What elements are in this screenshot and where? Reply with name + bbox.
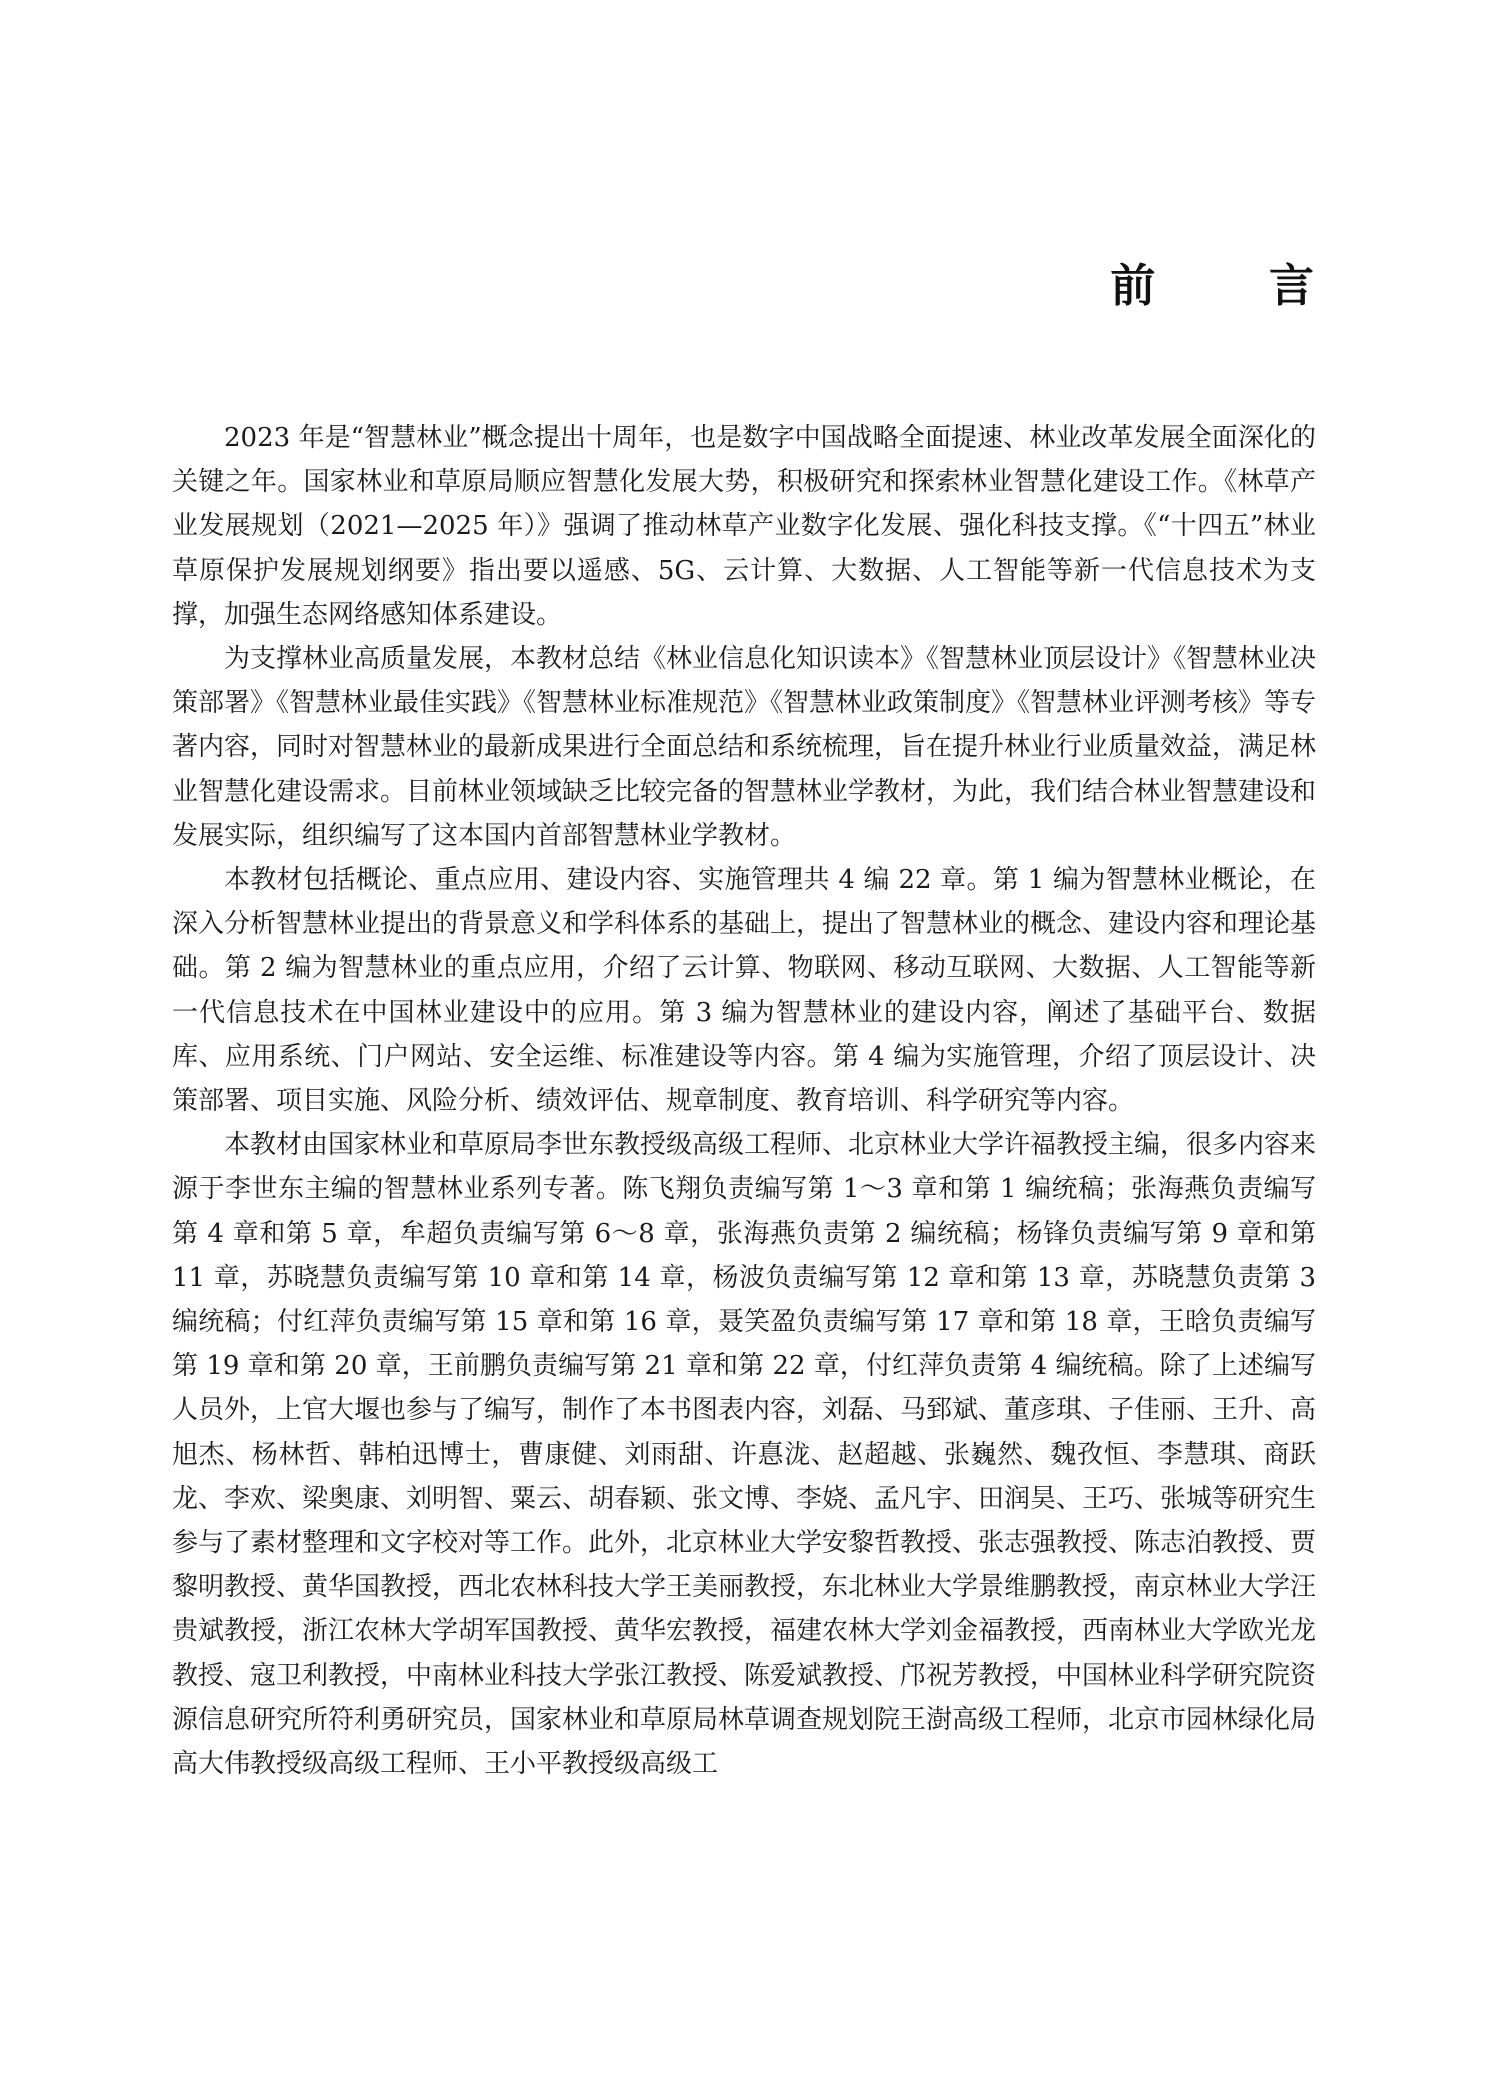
paragraph-4: 本教材由国家林业和草原局李世东教授级高级工程师、北京林业大学许福教授主编，很多内容来源于李世东主编的智慧林业系列专著。陈飞翔负责编写第 1～3 章和第 1 编统稿；张海燕负责编写第 4 章和第 5 章，牟超负责编写第 6～8 章，张海燕负责第 2 编统稿；杨锋负责编写第 9 章和第 11 章，苏晓慧负责编写第 10 章和第 14 章，杨波负责编写第 12 章和第 13 章，苏晓慧负责第 3 编统稿；付红萍负责编写第 15 章和第 16 章，聂笑盈负责编写第 17 章和第 18 章，王晗负责编写第 19 章和第 20 章，王前鹏负责编写第 21 章和第 22 章，付红萍负责第 4 编统稿。除了上述编写人员外，上官大堰也参与了编写，制作了本书图表内容，刘磊、马郅斌、董彦琪、子佳丽、王升、高旭杰、杨林哲、韩柏迅博士，曹康健、刘雨甜、许惪泷、赵超越、张巍然、魏孜恒、李慧琪、商跃龙、李欢、梁奥康、刘明智、粟云、胡春颖、张文博、李娆、孟凡宇、田润昊、王巧、张城等研究生参与了素材整理和文字校对等工作。此外，北京林业大学安黎哲教授、张志强教授、陈志泊教授、贾黎明教授、黄华国教授，西北农林科技大学王美丽教授，东北林业大学景维鹏教授，南京林业大学汪贵斌教授，浙江农林大学胡军国教授、黄华宏教授，福建农林大学刘金福教授，西南林业大学欧光龙教授、寇卫利教授，中南林业科技大学张江教授、陈爱斌教授、邝祝芳教授，中国林业科学研究院资源信息研究所符利勇研究员，国家林业和草原局林草调查规划院王澍高级工程师，北京市园林绿化局高大伟教授级高级工程师、王小平教授级高级工: [172, 1130, 1317, 1780]
preface-heading: 前 言: [1110, 259, 1363, 312]
paragraph-1: 2023 年是“智慧林业”概念提出十周年，也是数字中国战略全面提速、林业改革发展全面深化的关键之年。国家林业和草原局顺应智慧化发展大势，积极研究和探索林业智慧化建设工作。《林草产业发展规划（2021—2025 年）》强调了推动林草产业数字化发展、强化科技支撑。《“十四五”林业草原保护发展规划纲要》指出要以遥感、5G、云计算、大数据、人工智能等新一代信息技术为支撑，加强生态网络感知体系建设。: [172, 423, 1316, 630]
preface-body: [172, 416, 1316, 1786]
paragraph-2: 为支撑林业高质量发展，本教材总结《林业信息化知识读本》《智慧林业顶层设计》《智慧林业决策部署》《智慧林业最佳实践》《智慧林业标准规范》《智慧林业政策制度》《智慧林业评测考核》等专著内容，同时对智慧林业的最新成果进行全面总结和系统梳理，旨在提升林业行业质量效益，满足林业智慧化建设需求。目前林业领域缺乏比较完备的智慧林业学教材，为此，我们结合林业智慧建设和发展实际，组织编写了这本国内首部智慧林业学教材。: [172, 644, 1317, 851]
paragraph-3: 本教材包括概论、重点应用、建设内容、实施管理共 4 编 22 章。第 1 编为智慧林业概论，在深入分析智慧林业提出的背景意义和学科体系的基础上，提出了智慧林业的概念、建设内容和理论基础。第 2 编为智慧林业的重点应用，介绍了云计算、物联网、移动互联网、大数据、人工智能等新一代信息技术在中国林业建设中的应用。第 3 编为智慧林业的建设内容，阐述了基础平台、数据库、应用系统、门户网站、安全运维、标准建设等内容。第 4 编为实施管理，介绍了顶层设计、决策部署、项目实施、风险分析、绩效评估、规章制度、教育培训、科学研究等内容。: [172, 865, 1317, 1117]
